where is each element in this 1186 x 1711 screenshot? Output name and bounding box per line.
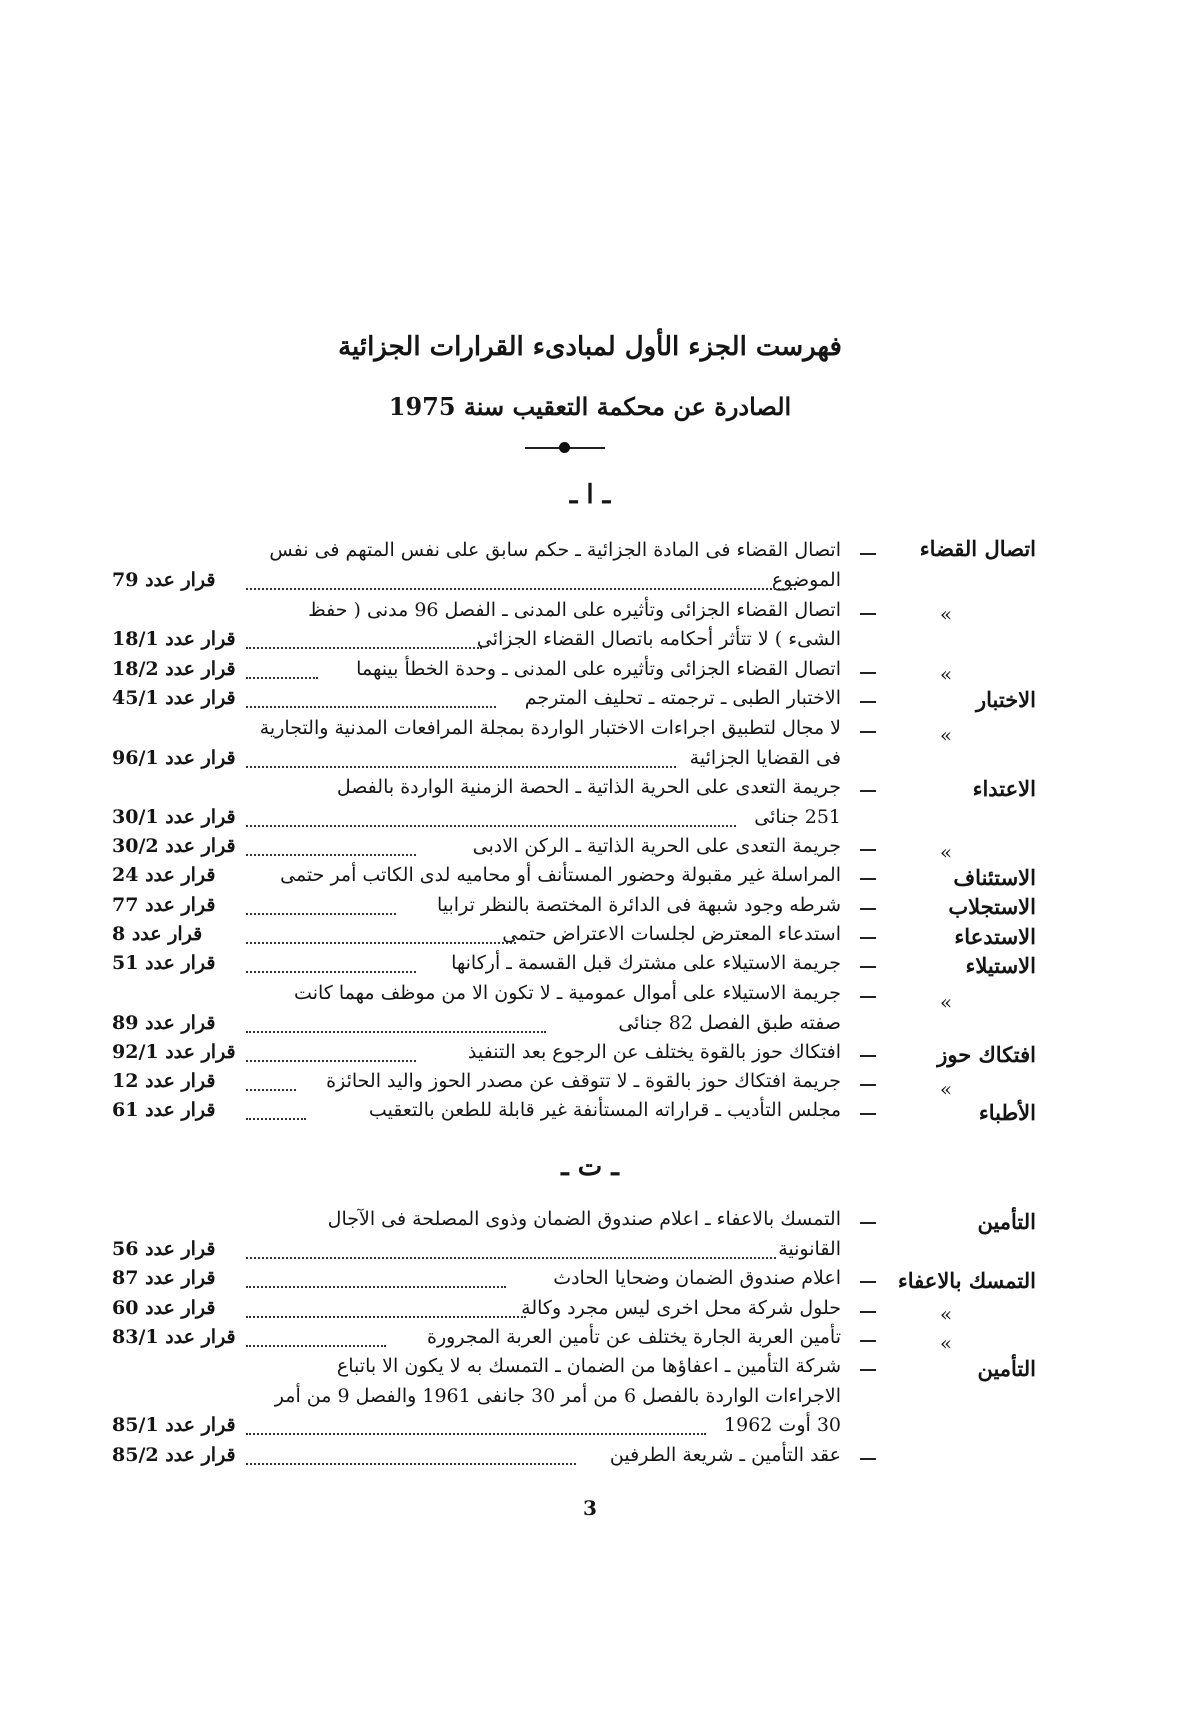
section-letter-alif: ـ ا ـ — [569, 480, 611, 510]
ditto-mark: » — [939, 1077, 953, 1101]
entry-dash — [860, 1340, 876, 1342]
dot-leader — [246, 1060, 416, 1062]
ditto-mark: » — [939, 723, 953, 747]
entry-text-line: اعلام صندوق الضمان وضحايا الحادث — [553, 1267, 841, 1289]
entry-text-line: الاجراءات الواردة بالفصل 6 من أمر 30 جانفى 1961 والفصل 9 من أمر — [274, 1385, 841, 1407]
dot-leader — [246, 588, 796, 590]
entry-dash — [860, 966, 876, 968]
index-term: الاستيلاء — [965, 953, 1036, 978]
decision-ref: قرار عدد 92/1 — [112, 1041, 236, 1063]
index-term: الاستدعاء — [954, 924, 1036, 949]
decision-ref: قرار عدد 30/1 — [112, 806, 236, 828]
entry-dash — [860, 701, 876, 703]
entry-text-line: القانونية — [778, 1238, 841, 1260]
decision-ref: قرار عدد 18/2 — [112, 658, 236, 680]
dot-leader — [246, 1345, 386, 1347]
entry-text-line: اتصال القضاء الجزائى وتأثيره على المدنى ـ الفصل 96 مدنى ( حفظ — [308, 599, 841, 621]
entry-text-line: مجلس التأديب ـ قراراته المستأنفة غير قابلة للطعن بالتعقيب — [368, 1099, 841, 1121]
index-term: التمسك بالاعفاء — [897, 1268, 1036, 1293]
decision-ref: قرار عدد 61 — [112, 1099, 216, 1121]
decision-ref: قرار عدد 87 — [112, 1267, 216, 1289]
index-term: الاستجلاب — [948, 894, 1036, 919]
dot-leader — [246, 1316, 526, 1318]
entry-text-line: استدعاء المعترض لجلسات الاعتراض حتمى — [502, 923, 841, 945]
entry-text-line: شرطه وجود شبهة فى الدائرة المختصة بالنظر ترابيا — [437, 894, 841, 916]
page-title: فهرست الجزء الأول لمبادىء القرارات الجزائية — [338, 332, 842, 362]
decision-ref: قرار عدد 51 — [112, 952, 216, 974]
entry-text-line: شركة التأمين ـ اعفاؤها من الضمان ـ التمسك به لا يكون الا باتباع — [336, 1355, 841, 1377]
page-subtitle: الصادرة عن محكمة التعقيب سنة 1975 — [388, 392, 792, 421]
entry-text-line: الشىء ) لا تتأثر أحكامه باتصال القضاء الجزائى — [476, 628, 841, 650]
entry-dash — [860, 908, 876, 910]
entry-text-line: الاختبار الطبى ـ ترجمته ـ تحليف المترجم — [524, 687, 841, 709]
decision-ref: قرار عدد 77 — [112, 894, 216, 916]
index-term: التأمين — [977, 1356, 1036, 1381]
decision-ref: قرار عدد 83/1 — [112, 1326, 236, 1348]
entry-text-line: افتكاك حوز بالقوة يختلف عن الرجوع بعد التنفيذ — [467, 1041, 841, 1063]
index-term: افتكاك حوز — [937, 1042, 1036, 1067]
dot-leader — [246, 971, 416, 973]
entry-text-line: جريمة التعدى على الحرية الذاتية ـ الركن الادبى — [472, 835, 841, 857]
dot-leader — [246, 825, 736, 827]
entry-text-line: جريمة الاستيلاء على أموال عمومية ـ لا تكون الا من موظف مهما كانت — [294, 982, 841, 1004]
dot-leader — [246, 1089, 296, 1091]
index-term: الاستئناف — [953, 865, 1036, 890]
entry-dash — [860, 553, 876, 555]
dot-leader — [246, 677, 318, 679]
entry-dash — [860, 790, 876, 792]
dot-leader — [246, 766, 676, 768]
entry-text-line: حلول شركة محل اخرى ليس مجرد وكالة — [521, 1297, 841, 1319]
decision-ref: قرار عدد 60 — [112, 1297, 216, 1319]
dot-leader — [246, 1433, 706, 1435]
decision-ref: قرار عدد 85/1 — [112, 1414, 236, 1436]
entry-dash — [860, 731, 876, 733]
index-term: الاختبار — [975, 687, 1036, 712]
entry-dash — [860, 1281, 876, 1283]
entry-text-line: عقد التأمين ـ شريعة الطرفين — [609, 1444, 841, 1466]
dot-leader — [246, 1257, 776, 1259]
ditto-mark: » — [939, 1331, 953, 1355]
index-term: اتصال القضاء — [919, 536, 1036, 561]
entry-text-line: تأمين العربة الجارة يختلف عن تأمين العربة المجرورة — [427, 1326, 841, 1348]
dot-leader — [246, 1286, 506, 1288]
entry-text-line: المراسلة غير مقبولة وحضور المستأنف أو محاميه لدى الكاتب أمر حتمى — [280, 864, 841, 886]
decision-ref: قرار عدد 8 — [112, 923, 203, 945]
index-term: التأمين — [977, 1209, 1036, 1234]
entry-dash — [860, 1311, 876, 1313]
entry-dash — [860, 1369, 876, 1371]
ditto-mark: » — [939, 662, 953, 686]
index-term: الاعتداء — [972, 776, 1036, 801]
decision-ref: قرار عدد 79 — [112, 569, 216, 591]
entry-text-line: صفته طبق الفصل 82 جنائى — [618, 1012, 841, 1034]
ditto-mark: » — [939, 990, 953, 1014]
page-number: 3 — [583, 1496, 597, 1520]
decision-ref: قرار عدد 18/1 — [112, 628, 236, 650]
dot-leader — [246, 854, 416, 856]
ditto-mark: » — [939, 840, 953, 864]
entry-dash — [860, 672, 876, 674]
dot-leader — [246, 706, 496, 708]
entry-text-line: فى القضايا الجزائية — [689, 747, 841, 769]
dot-leader — [246, 1463, 576, 1465]
decision-ref: قرار عدد 24 — [112, 864, 216, 886]
ditto-mark: » — [939, 1302, 953, 1326]
entry-dash — [860, 1113, 876, 1115]
entry-text-line: التمسك بالاعفاء ـ اعلام صندوق الضمان وذوى المصلحة فى الآجال — [327, 1208, 841, 1230]
index-term: الأطباء — [978, 1100, 1036, 1125]
ditto-mark: » — [939, 602, 953, 626]
decision-ref: قرار عدد 30/2 — [112, 835, 236, 857]
entry-text-line: الموضوع — [771, 569, 841, 591]
entry-dash — [860, 1458, 876, 1460]
entry-text-line: 251 جنائى — [754, 806, 841, 828]
entry-dash — [860, 613, 876, 615]
entry-text-line: اتصال القضاء فى المادة الجزائية ـ حكم سابق على نفس المتهم فى نفس — [269, 539, 841, 561]
entry-dash — [860, 1084, 876, 1086]
entry-dash — [860, 849, 876, 851]
title-ornament — [525, 441, 605, 455]
dot-leader — [246, 942, 516, 944]
entry-dash — [860, 937, 876, 939]
dot-leader — [246, 1031, 546, 1033]
decision-ref: قرار عدد 96/1 — [112, 747, 236, 769]
entry-dash — [860, 1055, 876, 1057]
dot-leader — [246, 1118, 306, 1120]
entry-text-line: جريمة افتكاك حوز بالقوة ـ لا تتوقف عن مصدر الحوز واليد الحائزة — [326, 1070, 841, 1092]
entry-text-line: جريمة الاستيلاء على مشترك قبل القسمة ـ أركانها — [451, 952, 841, 974]
decision-ref: قرار عدد 85/2 — [112, 1444, 236, 1466]
entry-dash — [860, 878, 876, 880]
dot-leader — [246, 913, 396, 915]
entry-dash — [860, 996, 876, 998]
entry-text-line: لا مجال لتطبيق اجراءات الاختبار الواردة بمجلة المرافعات المدنية والتجارية — [259, 717, 841, 739]
decision-ref: قرار عدد 12 — [112, 1070, 216, 1092]
entry-text-line: 30 أوت 1962 — [724, 1414, 841, 1436]
decision-ref: قرار عدد 45/1 — [112, 687, 236, 709]
entry-dash — [860, 1222, 876, 1224]
entry-text-line: جريمة التعدى على الحرية الذاتية ـ الحصة الزمنية الواردة بالفصل — [336, 776, 841, 798]
entry-text-line: اتصال القضاء الجزائى وتأثيره على المدنى ـ وحدة الخطأ بينهما — [356, 658, 841, 680]
dot-leader — [246, 647, 482, 649]
decision-ref: قرار عدد 89 — [112, 1012, 216, 1034]
section-letter-ta: ـ ت ـ — [561, 1152, 619, 1182]
decision-ref: قرار عدد 56 — [112, 1238, 216, 1260]
